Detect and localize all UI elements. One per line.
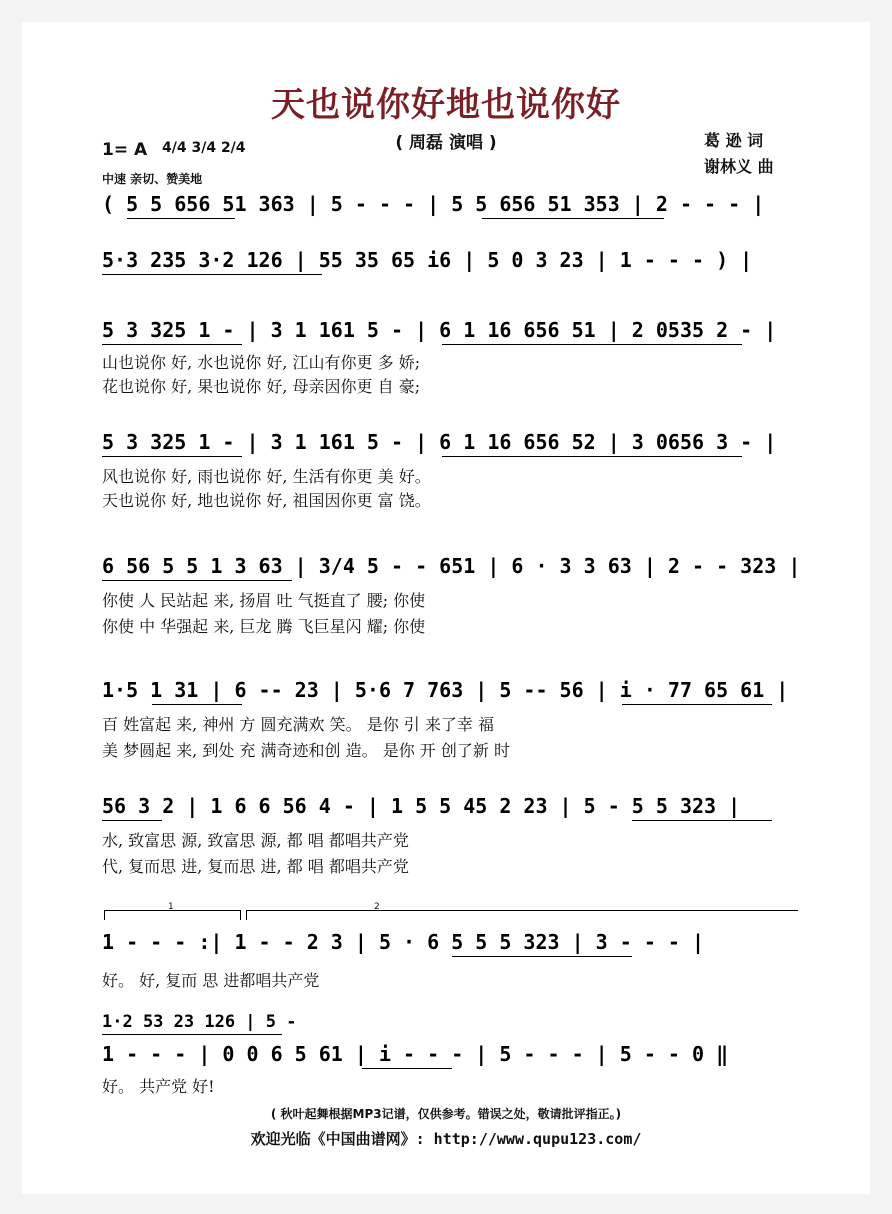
score-line-5-lyrics-verse-1: 你使 人 民站起 来, 扬眉 吐 气挺直了 腰; 你使: [102, 591, 426, 610]
beam-line: [102, 820, 162, 821]
first-ending-bracket-edge: [104, 910, 105, 920]
score-line-3-notes: 5 3 325 1 - | 3 1 161 5 - | 6 1 16 656 51 | 2 0535 2 - |: [102, 318, 777, 342]
score-line-6-notes: 1·5 1 31 | 6 -- 23 | 5·6 7 763 | 5 -- 56 | i · 77 65 61 |: [102, 678, 789, 702]
second-ending-bracket-edge: [246, 910, 247, 920]
beam-line: [127, 218, 235, 219]
beam-line: [152, 704, 242, 705]
second-ending-bracket: [246, 910, 798, 911]
beam-line: [102, 456, 242, 457]
performer-credit: ( 周磊 演唱 ): [395, 133, 497, 153]
song-title: 天也说你好地也说你好: [271, 85, 621, 125]
score-line-6-lyrics-verse-2: 美 梦圆起 来, 到处 充 满奇迹和创 造。 是你 开 创了新 时: [102, 741, 510, 760]
transcriber-note: ( 秋叶起舞根据MP3记谱，仅供参考。错误之处，敬请批评指正。): [270, 1107, 622, 1121]
lyricist-credit: 葛 逊 词: [704, 131, 764, 150]
beam-line: [102, 1034, 282, 1035]
website-credit: 欢迎光临《中国曲谱网》: http://www.qupu123.com/: [250, 1130, 642, 1148]
score-line-4-lyrics-verse-1: 风也说你 好, 雨也说你 好, 生活有你更 美 好。: [102, 467, 431, 486]
first-ending-bracket-edge: [240, 910, 241, 920]
score-line-6-lyrics-verse-1: 百 姓富起 来, 神州 方 圆充满欢 笑。 是你 引 来了幸 福: [102, 715, 494, 734]
score-line-8-lyrics: 好。 好, 复而 思 进都唱共产党: [102, 971, 320, 990]
tempo-marking: 中速 亲切、赞美地: [102, 172, 203, 186]
score-line-7-lyrics-verse-2: 代, 复而思 进, 复而思 进, 都 唱 都唱共产党: [102, 857, 409, 876]
beam-line: [102, 344, 242, 345]
score-line-1-notes: ( 5 5 656 51 363 | 5 - - - | 5 5 656 51 353 | 2 - - - |: [102, 192, 765, 216]
score-line-3-lyrics-verse-1: 山也说你 好, 水也说你 好, 江山有你更 多 娇;: [102, 353, 421, 372]
score-sheet: [22, 22, 870, 1194]
beam-line: [632, 820, 772, 821]
score-line-10-notes: 1 - - - | 0 0 6 5 61 | i - - - | 5 - - - | 5 - - 0 ‖: [102, 1042, 729, 1066]
beam-line: [102, 580, 292, 581]
score-line-5-notes: 6 56 5 5 1 3 63 | 3/4 5 - - 651 | 6 · 3 3 63 | 2 - - 323 |: [102, 554, 801, 578]
composer-credit: 谢林义 曲: [704, 157, 774, 176]
score-line-7-notes: 56 3 2 | 1 6 6 56 4 - | 1 5 5 45 2 23 | 5 - 5 5 323 |: [102, 794, 741, 818]
first-ending-number: 1: [168, 902, 174, 912]
beam-line: [482, 218, 664, 219]
score-line-7-lyrics-verse-1: 水, 致富思 源, 致富思 源, 都 唱 都唱共产党: [102, 831, 409, 850]
score-line-9-upper-voice: 1·2 53 23 126 | 5 -: [102, 1012, 297, 1032]
beam-line: [442, 344, 742, 345]
score-line-2-notes: 5·3 235 3·2 126 | 55 35 65 i6 | 5 0 3 23 | 1 - - - ) |: [102, 248, 753, 272]
score-line-4-notes: 5 3 325 1 - | 3 1 161 5 - | 6 1 16 656 52 | 3 0656 3 - |: [102, 430, 777, 454]
score-line-4-lyrics-verse-2: 天也说你 好, 地也说你 好, 祖国因你更 富 饶。: [102, 491, 431, 510]
beam-line: [442, 456, 742, 457]
score-line-3-lyrics-verse-2: 花也说你 好, 果也说你 好, 母亲因你更 自 豪;: [102, 377, 421, 396]
beam-line: [362, 1068, 452, 1069]
score-line-10-lyrics: 好。 共产党 好!: [102, 1077, 215, 1096]
score-line-8-notes: 1 - - - :| 1 - - 2 3 | 5 · 6 5 5 5 323 | 3 - - - |: [102, 930, 705, 954]
beam-line: [452, 956, 632, 957]
second-ending-number: 2: [374, 902, 380, 912]
beam-line: [102, 274, 322, 275]
beam-line: [622, 704, 772, 705]
key-signature: 1= A: [102, 140, 148, 160]
score-line-5-lyrics-verse-2: 你使 中 华强起 来, 巨龙 腾 飞巨星闪 耀; 你使: [102, 617, 426, 636]
time-signatures: 4/4 3/4 2/4: [162, 140, 246, 156]
